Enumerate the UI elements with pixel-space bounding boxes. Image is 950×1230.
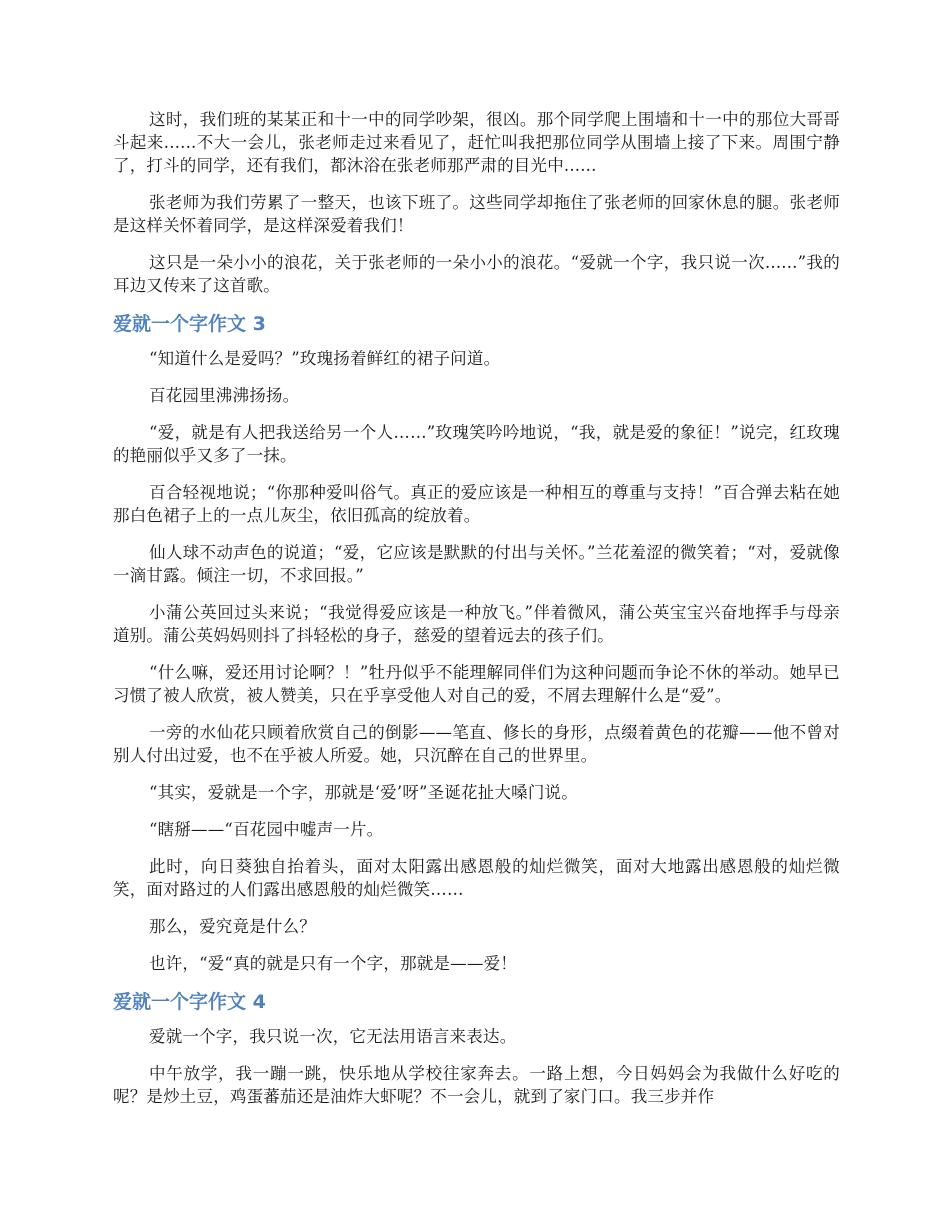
- paragraph: 小蒲公英回过头来说；“我觉得爱应该是一种放飞。”伴着微风，蒲公英宝宝兴奋地挥手与母亲道别。蒲公英妈妈则抖了抖轻松的身子，慈爱的望着远去的孩子们。: [113, 603, 840, 645]
- paragraph: “爱，就是有人把我送给另一个人……”玫瑰笑吟吟地说，“我，就是爱的象征！”说完，红玫瑰的艳丽似乎又多了一抹。: [113, 423, 840, 465]
- paragraph: 这时，我们班的某某正和十一中的同学吵架，很凶。那个同学爬上围墙和十一中的那位大哥哥斗起来......不大一会儿，张老师走过来看见了，赶忙叫我把那位同学从围墙上接了下来。周围宁静了，打斗的同学，还有我们，都沐浴在张老师那严肃的目光中......: [113, 110, 840, 175]
- section-heading: 爱就一个字作文 4: [113, 991, 266, 1013]
- paragraph: 仙人球不动声色的说道；“爱，它应该是默默的付出与关怀。”兰花羞涩的微笑着；“对，爱就像一滴甘露。倾注一切，不求回报。”: [113, 543, 840, 585]
- paragraph: 百合轻视地说；“你那种爱叫俗气。真正的爱应该是一种相互的尊重与支持！”百合弹去粘在她那白色裙子上的一点儿灰尘，依旧孤高的绽放着。: [113, 483, 840, 525]
- document-page: [113, 108, 840, 1122]
- paragraph: 那么，爱究竟是什么？: [149, 917, 316, 936]
- paragraph: 张老师为我们劳累了一整天，也该下班了。这些同学却拖住了张老师的回家休息的腿。张老师是这样关怀着同学，是这样深爱着我们！: [113, 193, 840, 235]
- paragraph: 中午放学，我一蹦一跳，快乐地从学校往家奔去。一路上想，今日妈妈会为我做什么好吃的呢？是炒土豆，鸡蛋蕃茄还是油炸大虾呢？不一会儿，就到了家门口。我三步并作: [113, 1064, 840, 1106]
- section-heading: 爱就一个字作文 3: [113, 313, 266, 335]
- paragraph: 这只是一朵小小的浪花，关于张老师的一朵小小的浪花。“爱就一个字，我只说一次......”我的耳边又传来了这首歌。: [113, 253, 840, 295]
- paragraph: 此时，向日葵独自抬着头，面对太阳露出感恩般的灿烂微笑，面对大地露出感恩般的灿烂微笑，面对路过的人们露出感恩般的灿烂微笑……: [113, 857, 840, 899]
- paragraph: “其实，爱就是一个字，那就是‘爱’呀”圣诞花扯大嗓门说。: [149, 783, 578, 802]
- paragraph: 百花园里沸沸扬扬。: [149, 386, 300, 405]
- paragraph: 爱就一个字，我只说一次，它无法用语言来表达。: [149, 1027, 517, 1046]
- paragraph: “知道什么是爱吗？”玫瑰扬着鲜红的裙子问道。: [149, 349, 501, 368]
- paragraph: 一旁的水仙花只顾着欣赏自己的倒影——笔直、修长的身形，点缀着黄色的花瓣——他不曾对别人付出过爱，也不在乎被人所爱。她，只沉醉在自己的世界里。: [113, 723, 840, 765]
- paragraph: 也许，“爱“真的就是只有一个字，那就是——爱！: [149, 954, 517, 973]
- paragraph: “瞎掰——“百花园中嘘声一片。: [149, 820, 384, 839]
- paragraph: “什么嘛，爱还用讨论啊？！”牡丹似乎不能理解同伴们为这种问题而争论不休的举动。她早已习惯了被人欣赏，被人赞美，只在乎享受他人对自己的爱，不屑去理解什么是“爱”。: [113, 663, 840, 705]
